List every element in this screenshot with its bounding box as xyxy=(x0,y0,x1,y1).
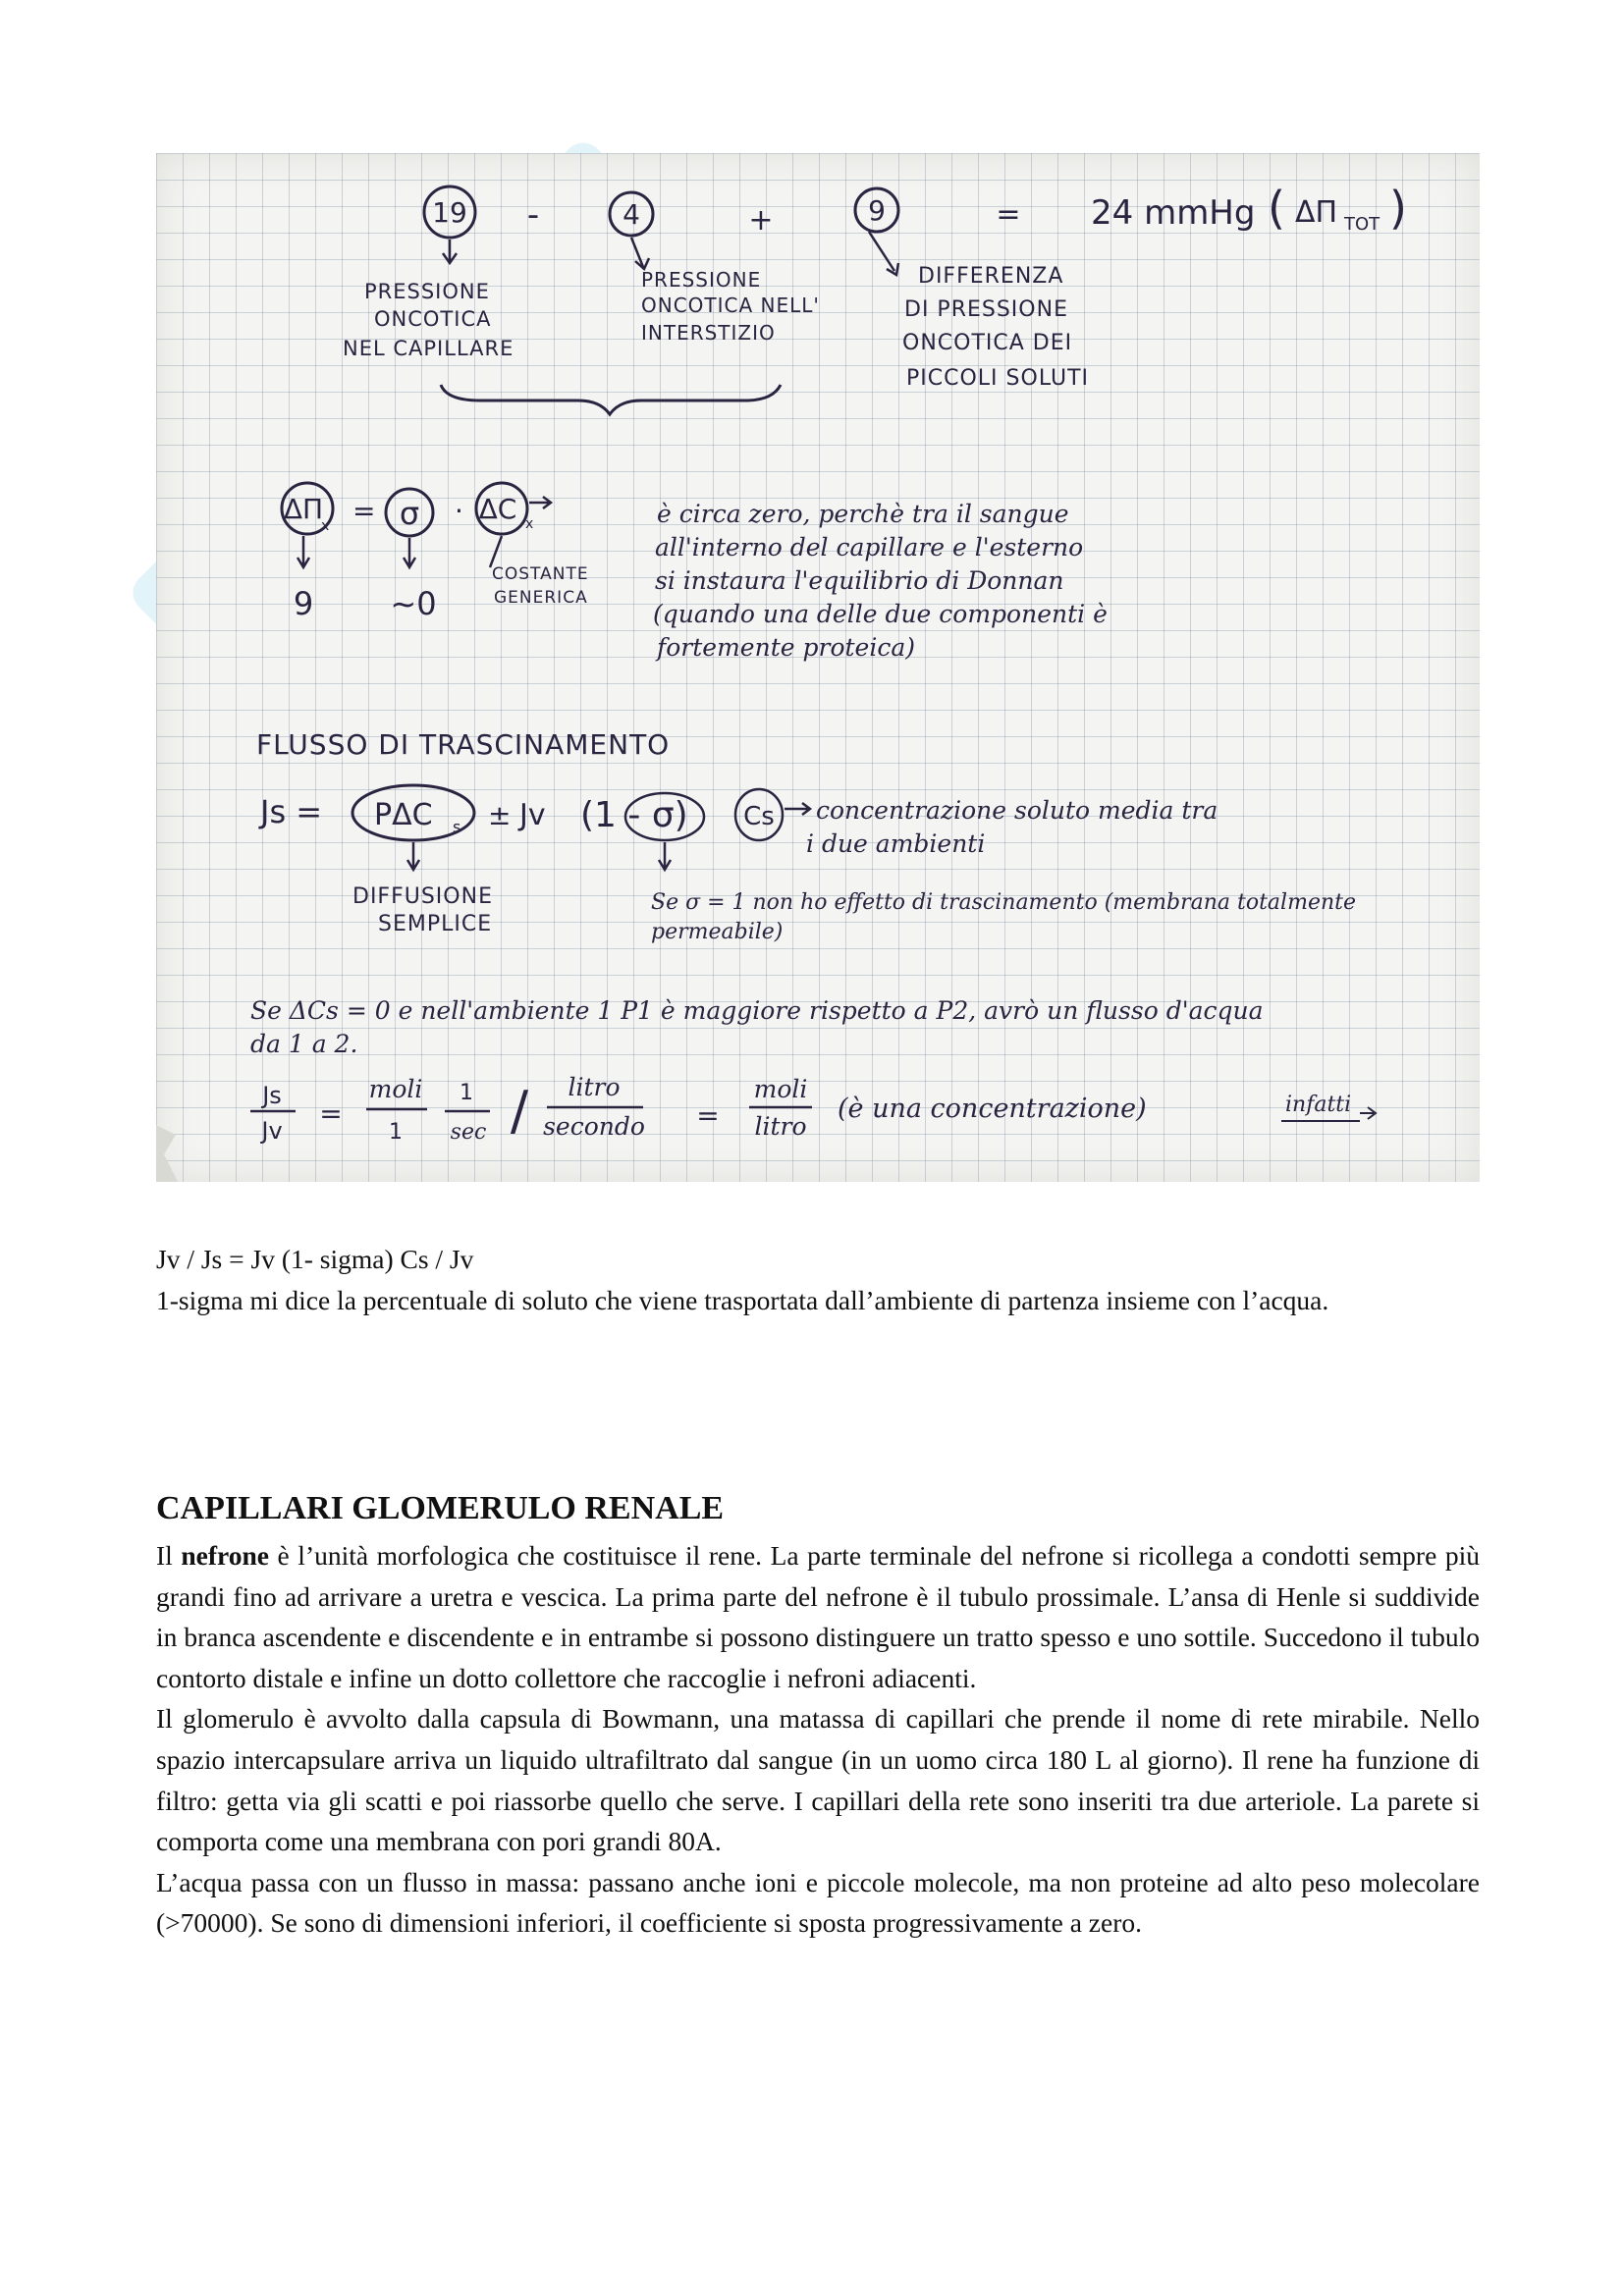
svg-text:infatti: infatti xyxy=(1285,1093,1352,1117)
svg-text:litro: litro xyxy=(568,1073,621,1101)
svg-text:/: / xyxy=(510,1080,529,1142)
svg-text:(: ( xyxy=(1268,182,1285,235)
svg-text:1: 1 xyxy=(460,1081,473,1105)
equation-units xyxy=(250,1073,1376,1145)
svg-text:NEL CAPILLARE: NEL CAPILLARE xyxy=(343,337,514,360)
svg-text:·: · xyxy=(455,495,463,527)
svg-text:=: = xyxy=(352,495,376,527)
equation-oncotic-sum xyxy=(424,182,1407,275)
svg-text:COSTANTE: COSTANTE xyxy=(492,564,589,584)
svg-text:secondo: secondo xyxy=(543,1112,645,1141)
svg-text:x: x xyxy=(525,516,534,532)
svg-text:PΔC: PΔC xyxy=(374,798,433,832)
svg-text:TOT: TOT xyxy=(1344,214,1380,235)
svg-text:INTERSTIZIO: INTERSTIZIO xyxy=(641,321,776,345)
label-piccoli-soluti xyxy=(902,264,1089,391)
svg-text:ΔΠ: ΔΠ xyxy=(283,493,324,525)
equation-delta-pi xyxy=(282,483,1108,662)
svg-text:ΔC: ΔC xyxy=(478,493,517,525)
condition-line-1: Se ΔCs = 0 e nell'ambiente 1 P1 è maggiore rispetto a P2, avrò un flusso d'acqua xyxy=(250,996,1264,1025)
svg-text:Js =: Js = xyxy=(260,793,323,830)
formula-explanation: 1-sigma mi dice la percentuale di soluto che viene trasportata dall’ambiente di partenza insieme con l’acqua. xyxy=(156,1284,1329,1315)
svg-text:(è una concentrazione): (è una concentrazione) xyxy=(838,1094,1147,1124)
svg-text:moli: moli xyxy=(368,1075,423,1103)
svg-text:ONCOTICA NELL': ONCOTICA NELL' xyxy=(641,294,820,317)
handwritten-notes-image xyxy=(156,153,1480,1182)
svg-text:(1 - σ): (1 - σ) xyxy=(580,795,688,835)
svg-text:-: - xyxy=(526,195,540,235)
svg-text:fortemente proteica): fortemente proteica) xyxy=(657,633,915,662)
flusso-title: FLUSSO DI TRASCINAMENTO xyxy=(256,728,671,761)
svg-text:i due ambienti: i due ambienti xyxy=(806,829,986,858)
svg-text:PICCOLI SOLUTI: PICCOLI SOLUTI xyxy=(906,366,1090,391)
svg-text:DIFFERENZA: DIFFERENZA xyxy=(918,264,1064,289)
svg-text:=: = xyxy=(696,1099,720,1132)
paragraph-acqua: L’acqua passa con un flusso in massa: passano anche ioni e piccole molecole, ma non proteine ad alto peso molecolare (>70000). Se sono di dimensioni inferiori, il coefficiente si sposta progressivamente a zero. xyxy=(156,1866,1480,1939)
svg-text:ONCOTICA: ONCOTICA xyxy=(374,307,492,331)
formula-line: Jv / Js = Jv (1- sigma) Cs / Jv xyxy=(156,1244,474,1274)
svg-text:): ) xyxy=(1389,182,1407,235)
svg-text:litro: litro xyxy=(754,1112,807,1141)
svg-text:sec: sec xyxy=(450,1120,487,1145)
section-title: CAPILLARI GLOMERULO RENALE xyxy=(156,1490,725,1526)
svg-text:Jv: Jv xyxy=(261,1117,283,1145)
svg-text:Se σ = 1 non ho effetto di tra: Se σ = 1 non ho effetto di trascinamento (membrana totalmente xyxy=(651,890,1356,915)
svg-text:±: ± xyxy=(488,799,512,831)
svg-text:è circa zero, perchè tra il sa: è circa zero, perchè tra il sangue xyxy=(657,500,1069,528)
svg-text:permeabile): permeabile) xyxy=(651,920,784,944)
svg-text:x: x xyxy=(321,518,330,534)
svg-text:DI PRESSIONE: DI PRESSIONE xyxy=(904,297,1068,322)
svg-text:Js: Js xyxy=(262,1082,282,1109)
svg-text:PRESSIONE: PRESSIONE xyxy=(641,268,762,292)
svg-text:1: 1 xyxy=(389,1120,403,1145)
svg-text:9: 9 xyxy=(293,585,314,622)
svg-text:+: + xyxy=(748,203,774,238)
svg-text:s: s xyxy=(453,818,461,836)
svg-text:σ: σ xyxy=(399,495,420,532)
paragraph-nefrone: Il nefrone è l’unità morfologica che costituisce il rene. La parte terminale del nefrone si ricollega a condotti sempre più grandi fino ad arrivare a uretra e vescica. La prima parte del nefrone è il tubulo prossimale. L’ansa di Henle si suddivide in branca ascendente e discendente e in entrambe si possono distinguere un tratto spesso e uno sottile. Succedono il tubulo contorto distale e infine un dotto collettore che raccoglie i nefroni adiacenti. xyxy=(156,1540,1480,1693)
result-value: 24 mmHg xyxy=(1091,193,1256,233)
svg-text:=: = xyxy=(319,1097,343,1130)
bold-term-nefrone: nefrone xyxy=(181,1540,269,1571)
circle-value-19: 19 xyxy=(432,196,467,229)
circle-value-4: 4 xyxy=(623,198,640,231)
formula-block xyxy=(156,1239,1480,1320)
svg-text:Jv: Jv xyxy=(519,798,546,832)
label-pressione-interstizio xyxy=(641,268,820,345)
label-pressione-capillare xyxy=(343,280,514,360)
svg-text:~0: ~0 xyxy=(390,585,437,622)
equation-js xyxy=(258,785,1356,944)
svg-text:concentrazione soluto media tr: concentrazione soluto media tra xyxy=(816,796,1218,825)
svg-text:ONCOTICA DEI: ONCOTICA DEI xyxy=(902,331,1073,355)
svg-text:Cs: Cs xyxy=(743,802,775,831)
svg-text:GENERICA: GENERICA xyxy=(494,588,588,608)
condition-line-2: da 1 a 2. xyxy=(250,1030,358,1058)
paragraph-glomerulo: Il glomerulo è avvolto dalla capsula di Bowmann, una matassa di capillari che prende il nome di rete mirabile. Nello spazio intercapsulare arriva un liquido ultrafiltrato dal sangue (in un uomo circa 180 L al giorno). Il rene ha funzione di filtro: getta via gli scatti e poi riassorbe quello che serve. I capillari della rete sono inseriti tra due arteriole. La parete si comporta come una membrana con pori grandi 80A. xyxy=(156,1703,1480,1857)
svg-text:moli: moli xyxy=(753,1075,808,1103)
svg-text:DIFFUSIONE: DIFFUSIONE xyxy=(352,884,493,909)
svg-text:=: = xyxy=(996,197,1021,232)
svg-text:PRESSIONE: PRESSIONE xyxy=(364,280,490,303)
svg-text:all'interno del capillare e l': all'interno del capillare e l'esterno xyxy=(655,533,1084,561)
svg-text:(quando una delle due componen: (quando una delle due componenti è xyxy=(653,600,1108,628)
svg-text:si instaura l'equilibrio di Do: si instaura l'equilibrio di Donnan xyxy=(655,566,1064,595)
svg-text:ΔΠ: ΔΠ xyxy=(1295,195,1338,230)
circle-value-9: 9 xyxy=(868,194,886,227)
section-body xyxy=(156,1535,1480,1944)
svg-text:SEMPLICE: SEMPLICE xyxy=(378,912,493,936)
